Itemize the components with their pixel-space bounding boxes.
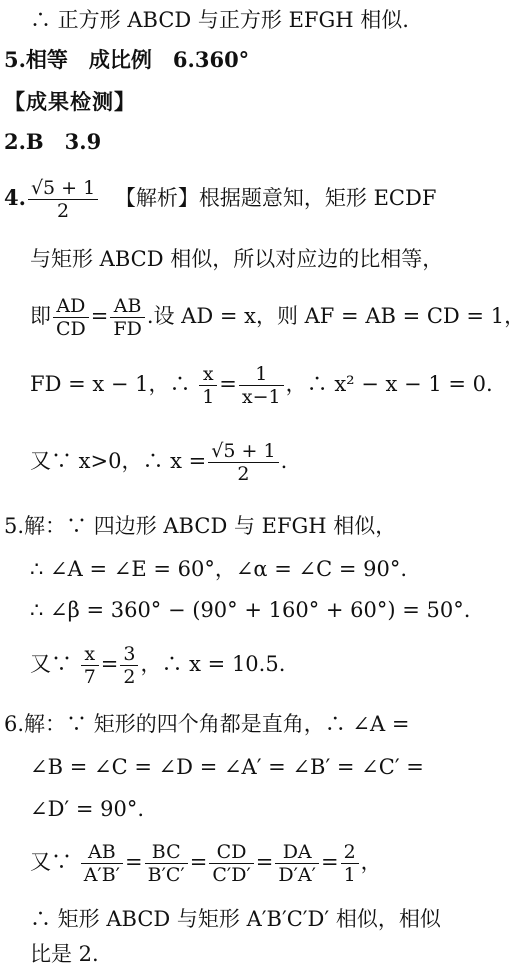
fraction-x-7: $\frac{x}{7}$ [81,643,99,688]
q4-number: 4. [4,185,26,210]
equals-sign: = [320,850,339,874]
text-you-because: 又∵ [30,850,72,874]
equals-sign: = [189,850,208,874]
text-x-result: ，∴ x = 10.5. [140,652,286,676]
q4-analysis-text: 【解析】根据题意知，矩形 ECDF [114,186,437,210]
line-square-similar: ∴ 正方形 ABCD 与正方形 EFGH 相似. [30,8,409,32]
text-x-positive: 又∵ x>0，∴ x = [30,449,207,473]
text-quadratic: ，∴ x² − x − 1 = 0. [285,372,493,396]
text-let-ad: .设 AD = x，则 AF = AB = CD = 1， [146,304,525,328]
line-q6-ratio: 比是 2. [30,942,99,966]
fraction-ab-apbp: $\frac{AB}{A'B'}$ [81,841,123,886]
line-q6-angle-d: ∠D′ = 90°. [30,797,145,821]
line-q4-answer [4,174,487,222]
line-q6-solution: 6.解：∵ 矩形的四个角都是直角，∴ ∠A = [4,712,410,736]
fraction-3-2: $\frac{3}{2}$ [120,643,138,688]
fraction-x-root: $\frac{√5 + 1}{2}$ [208,440,278,485]
line-rect-similar: 与矩形 ABCD 相似，所以对应边的比相等， [30,247,444,271]
text-you-because: 又∵ [30,652,72,676]
line-x-value: 又∵ x>0，∴ x = $\frac{√5 + 1}{2}$ . [30,440,288,485]
line-q6-conclusion: ∴ 矩形 ABCD 与矩形 A′B′C′D′ 相似，相似 [30,907,441,931]
comma: ， [360,850,382,874]
fraction-cd-cpdp: $\frac{CD}{C'D'}$ [209,841,253,886]
section-heading: 【成果检测】 [4,89,136,114]
fraction-bc-bpcp: $\frac{BC}{B'C'}$ [145,841,188,886]
equals-sign: = [100,652,119,676]
fraction-1-xm1: $\frac{1}{x-1}$ [239,363,284,408]
line-q6-ratios [30,838,487,886]
equals-sign: = [255,850,274,874]
line-q5-solution: 5.解：∵ 四边形 ABCD 与 EFGH 相似， [4,514,397,538]
equals-sign: = [125,850,143,874]
fraction-2-1: $\frac{2}{1}$ [341,841,359,886]
line-q5-beta: ∴ ∠β = 360° − (90° + 160° + 60°) = 50°. [30,598,471,622]
line-q5-angles: ∴ ∠A = ∠E = 60°，∠α = ∠C = 90°. [30,557,408,581]
line-equation [30,360,493,408]
fraction-ab-fd: $\frac{AB}{FD}$ [110,295,144,340]
line-q2-q3-answers: 2.B 3.9 [4,129,102,154]
fraction-da-dpap: $\frac{DA}{D'A'}$ [275,841,319,886]
equals-sign: = [219,372,237,396]
equals-sign: = [90,304,109,328]
fraction-ad-cd: $\frac{AD}{CD}$ [53,295,89,340]
line-q5-x [30,640,487,688]
fraction-x-1: $\frac{x}{1}$ [199,363,217,408]
text-fd: FD = x − 1，∴ [30,372,191,396]
line-q6-angles: ∠B = ∠C = ∠D = ∠A′ = ∠B′ = ∠C′ = [30,755,424,779]
text-ji: 即 [30,304,51,328]
fraction-q4-answer: $\frac{√5 + 1}{2}$ [28,177,98,222]
line-q5-q6-answers: 5.相等 成比例 6.360° [4,47,250,72]
line-ratio-setup [30,292,525,340]
